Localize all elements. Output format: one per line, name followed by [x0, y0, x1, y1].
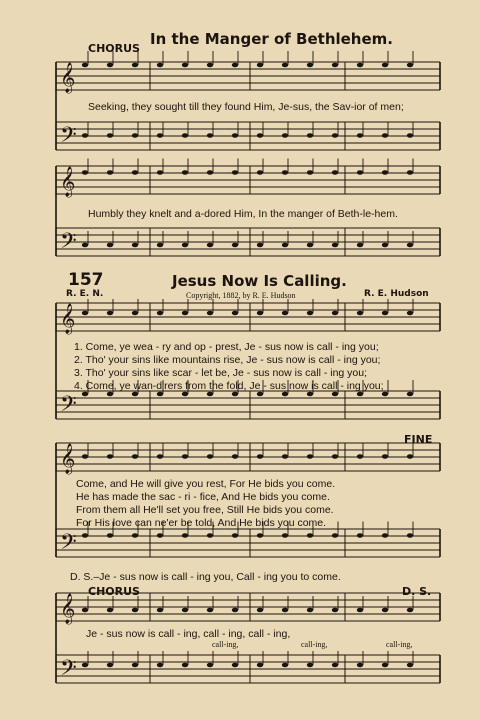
top-chorus-label: CHORUS — [88, 42, 140, 55]
ds-label: D. S. — [402, 585, 432, 598]
echo-calling-1: call-ing, — [212, 640, 239, 649]
echo-calling-3: call-ing, — [386, 640, 413, 649]
main-chorus-label: CHORUS — [88, 585, 140, 598]
svg-text:𝄢: 𝄢 — [60, 656, 77, 686]
verse-3-line-b: From them all He'll set you free, Still He bids you come. — [76, 504, 334, 516]
ds-lyric-line: D. S.–Je - sus now is call - ing you, Call - ing you to come. — [70, 571, 341, 583]
top-lyric-line-1: Seeking, they sought till they found Him, Je-sus, the Sav-ior of men; — [88, 101, 404, 113]
composer-name: R. E. Hudson — [364, 289, 429, 299]
svg-text:𝄞: 𝄞 — [60, 304, 76, 334]
lyricist-initials: R. E. N. — [66, 289, 104, 299]
svg-text:𝄞: 𝄞 — [60, 167, 76, 197]
verse-3-line: 3. Tho' your sins like scar - let be, Je - sus now is call - ing you; — [74, 367, 368, 379]
verse-1-line-b: Come, and He will give you rest, For He bids you come. — [76, 478, 336, 490]
top-hymn-title: In the Manger of Bethlehem. — [150, 30, 393, 48]
verse-block-2 — [76, 478, 335, 530]
svg-text:𝄢: 𝄢 — [60, 123, 77, 153]
svg-text:𝄢: 𝄢 — [60, 229, 77, 259]
hymn-number: 157 — [68, 270, 104, 290]
svg-text:𝄢: 𝄢 — [60, 392, 77, 422]
svg-text:𝄞: 𝄞 — [60, 444, 76, 474]
verse-4-line: 4. Come, ye wan-d'rers from the fold, Je - sus now is call - ing you; — [74, 380, 384, 392]
chorus-lyric-line: Je - sus now is call - ing, call - ing, call - ing, — [86, 628, 291, 640]
verse-4-line-b: For His love can ne'er be told, And He bids you come. — [76, 517, 327, 529]
fine-label: FINE — [404, 433, 433, 446]
verse-block-1 — [74, 341, 384, 393]
hymn-title: Jesus Now Is Calling. — [172, 272, 347, 290]
copyright-line: Copyright, 1882, by R. E. Hudson — [186, 291, 296, 300]
verse-2-line-b: He has made the sac - ri - fice, And He bids you come. — [76, 491, 330, 503]
echo-calling-2: call-ing, — [301, 640, 328, 649]
verse-1-line: 1. Come, ye wea - ry and op - prest, Je - sus now is call - ing you; — [74, 341, 379, 353]
svg-text:𝄞: 𝄞 — [60, 63, 76, 93]
svg-text:𝄢: 𝄢 — [60, 530, 77, 560]
verse-2-line: 2. Tho' your sins like mountains rise, Je - sus now is call - ing you; — [74, 354, 381, 366]
svg-text:𝄞: 𝄞 — [60, 594, 76, 624]
top-lyric-line-2: Humbly they knelt and a-dored Him, In the manger of Beth-le-hem. — [88, 208, 398, 220]
